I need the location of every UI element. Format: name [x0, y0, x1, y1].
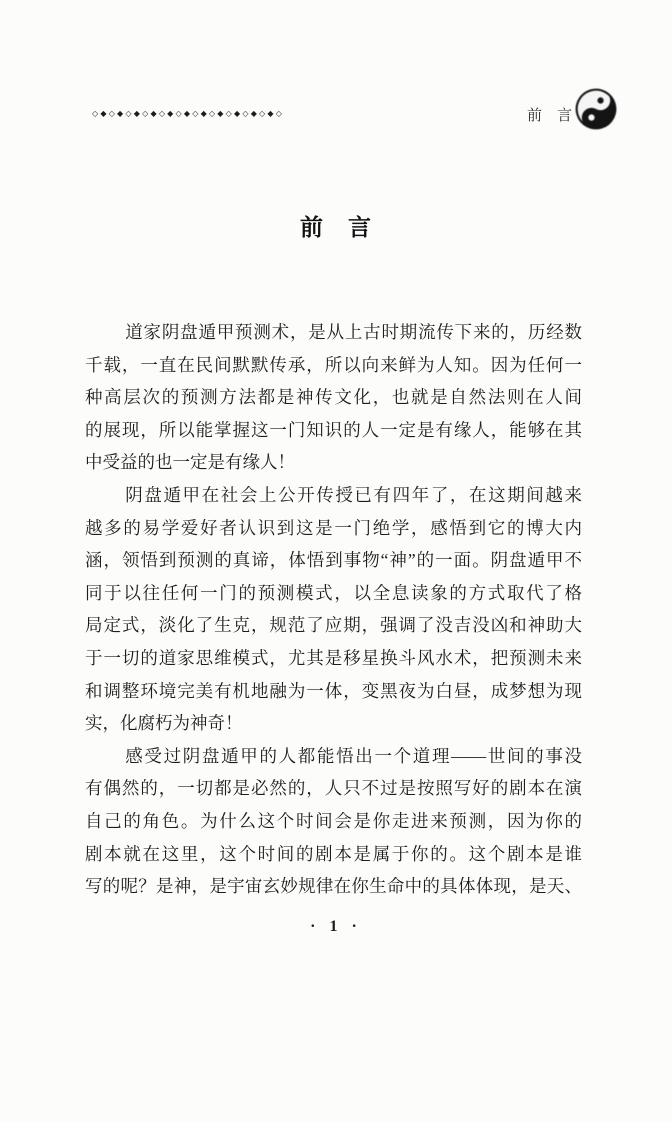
text-line: 道家阴盘遁甲预测术，是从上古时期流传下来的，历经数	[125, 322, 582, 342]
text-line: 有偶然的，一切都是必然的，人只不过是按照写好的剧本在演	[85, 778, 582, 799]
text-line: 剧本就在这里，这个时间的剧本是属于你的。这个剧本是谁	[85, 843, 582, 864]
paragraph-2	[85, 479, 582, 740]
page-title: 前 言	[300, 214, 372, 240]
yin-yang-icon	[575, 88, 617, 130]
text-line: 阴盘遁甲在社会上公开传授已有四年了，在这期间越来	[125, 484, 582, 505]
text-line: 和调整环境完美有机地融为一体，变黑夜为白昼，成梦想为现	[85, 680, 582, 701]
text-line: 千载，一直在民间默默传承，所以向来鲜为人知。因为任何一	[85, 354, 582, 375]
text-line: 种高层次的预测方法都是神传文化，也就是自然法则在人间	[85, 387, 582, 408]
running-title: 前 言	[527, 107, 573, 124]
page-number: · 1 ·	[310, 918, 362, 935]
text-line: 感受过阴盘遁甲的人都能悟出一个道理——世间的事没	[125, 745, 582, 766]
text-line: 同于以往任何一门的预测模式，以全息读象的方式取代了格	[85, 582, 582, 603]
paragraph-3	[85, 740, 582, 903]
text-line: 越多的易学爱好者认识到这是一门绝学，感悟到它的博大内	[85, 517, 582, 538]
body-text	[85, 316, 582, 903]
text-line: 写的呢？是神，是宇宙玄妙规律在你生命中的具体体现，是天、	[85, 876, 582, 897]
text-line: 的展现，所以能掌握这一门知识的人一定是有缘人，能够在其	[85, 419, 582, 440]
text-line: 实，化腐朽为神奇！	[85, 713, 243, 734]
text-line: 中受益的也一定是有缘人！	[85, 452, 295, 473]
header-ornament-diamonds: ◇◆◇◆◇◆◇◆◇◆◇◆◇◆◇◆◇◆◇◆◇◆◇	[92, 109, 285, 118]
text-line: 于一切的道家思维模式，尤其是移星换斗风水术，把预测未来	[85, 647, 582, 668]
text-line: 局定式，淡化了生克，规范了应期，强调了没吉没凶和神助大	[85, 615, 582, 636]
text-line: 涵，领悟到预测的真谛，体悟到事物“神”的一面。阴盘遁甲不	[85, 550, 582, 571]
paragraph-1	[85, 316, 582, 479]
text-line: 自己的角色。为什么这个时间会是你走进来预测，因为你的	[85, 810, 582, 831]
